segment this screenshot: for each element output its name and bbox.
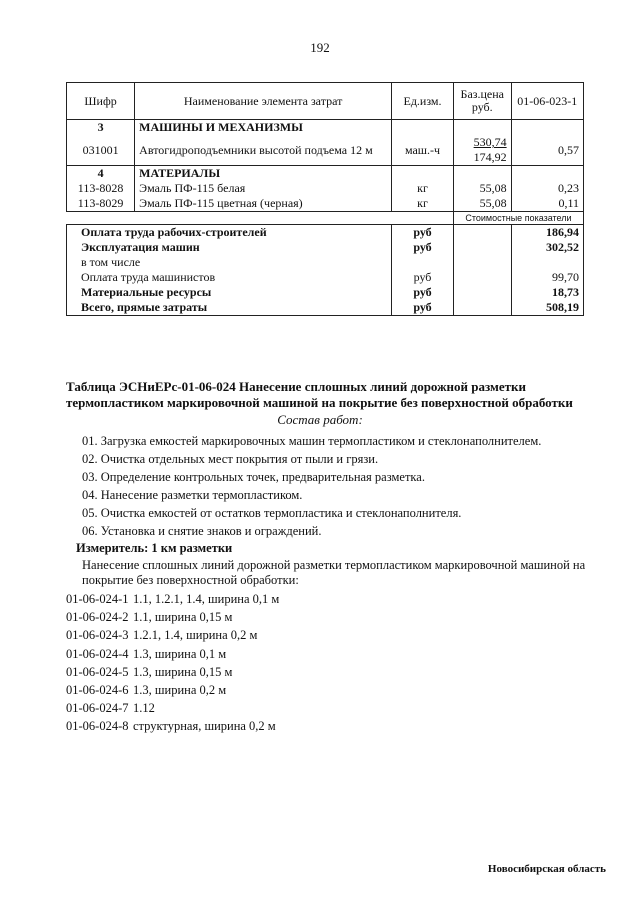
row-code: 113-8029: [67, 196, 135, 212]
variant-code: 01-06-024-7: [66, 701, 129, 716]
section-number: 4: [67, 166, 135, 182]
resource-table: [66, 82, 584, 316]
table-row: [67, 135, 584, 166]
summary-unit: руб: [392, 300, 454, 316]
variant-item: [66, 699, 279, 717]
variant-code: 01-06-024-4: [66, 646, 129, 661]
variants-list: [66, 590, 279, 736]
summary-label: Оплата труда машинистов: [67, 270, 392, 285]
summary-row: [67, 240, 584, 255]
row-price: 55,08: [453, 196, 511, 212]
list-item: 05. Очистка емкостей от остатков термопластика и стеклонаполнителя.: [82, 506, 462, 520]
table-title: Таблица ЭСНиЕРс-01-06-024 Нанесение сплошных линий дорожной разметки термопластиком маркировочной машиной на покрытие без поверхностной обработки: [66, 379, 573, 410]
section-row: [67, 166, 584, 182]
variant-item: [66, 626, 279, 644]
summary-label: Эксплуатация машин: [67, 240, 392, 255]
list-item: 03. Определение контрольных точек, предварительная разметка.: [82, 470, 425, 484]
table-row: [67, 196, 584, 212]
footer-region: Новосибирская область: [487, 863, 606, 875]
summary-unit: [392, 255, 454, 270]
summary-header-row: [67, 212, 584, 225]
summary-label: Всего, прямые затраты: [67, 300, 392, 316]
list-item: 02. Очистка отдельных мест покрытия от пыли и грязи.: [82, 452, 379, 466]
row-unit: кг: [392, 196, 454, 212]
variant-text: 1.1, 1.2.1, 1.4, ширина 0,1 м: [133, 592, 280, 606]
work-list: [82, 432, 541, 540]
variant-text: 1.1, ширина 0,15 м: [133, 610, 233, 625]
row-name: Эмаль ПФ-115 белая: [135, 181, 392, 196]
summary-row: [67, 285, 584, 300]
section-title: МАТЕРИАЛЫ: [135, 166, 392, 182]
variant-code: 01-06-024-1: [66, 592, 129, 606]
summary-row: [67, 270, 584, 285]
row-value: 0,57: [511, 135, 583, 166]
summary-value: 99,70: [511, 270, 583, 285]
variant-item: [66, 717, 279, 735]
header-price: Баз.цена руб.: [453, 83, 511, 120]
variant-text: структурная, ширина 0,2 м: [133, 719, 276, 734]
header-unit: Ед.изм.: [392, 83, 454, 120]
header-norm: 01-06-023-1: [511, 83, 583, 120]
summary-value: [511, 255, 583, 270]
summary-label: в том числе: [67, 255, 392, 270]
row-price-secondary: 174,92: [473, 150, 507, 164]
row-value: 0,23: [511, 181, 583, 196]
summary-row: [67, 255, 584, 270]
summary-row: [67, 225, 584, 241]
summary-label: Оплата труда рабочих-строителей: [67, 225, 392, 241]
summary-value: 508,19: [511, 300, 583, 316]
row-price: 55,08: [453, 181, 511, 196]
variant-item: [66, 645, 279, 663]
list-item: 01. Загрузка емкостей маркировочных машин термопластиком и стеклонаполнителем.: [82, 434, 542, 448]
header-name: Наименование элемента затрат: [135, 83, 392, 120]
variant-text: 1.3, ширина 0,2 м: [133, 682, 227, 697]
summary-unit: руб: [392, 225, 454, 241]
table-row: [67, 181, 584, 196]
variant-code: 01-06-024-2: [66, 610, 129, 625]
section-title: МАШИНЫ И МЕХАНИЗМЫ: [135, 120, 392, 136]
summary-label: Материальные ресурсы: [67, 285, 392, 300]
variant-code: 01-06-024-8: [66, 719, 129, 734]
row-price: [453, 135, 511, 166]
variant-item: [66, 608, 279, 626]
variant-item: [66, 590, 279, 608]
row-unit: маш.-ч: [392, 135, 454, 166]
measurer: Измеритель: 1 км разметки: [76, 541, 233, 555]
table-header-row: [67, 83, 584, 120]
description: Нанесение сплошных линий дорожной разметки термопластиком маркировочной машиной на покрытие без поверхностной обработки:: [82, 558, 586, 587]
variant-item: [66, 663, 279, 681]
summary-unit: руб: [392, 240, 454, 255]
variant-code: 01-06-024-6: [66, 682, 129, 697]
row-unit: кг: [392, 181, 454, 196]
row-code: 031001: [67, 135, 135, 166]
work-composition-title: Состав работ:: [277, 412, 363, 427]
list-item: 06. Установка и снятие знаков и ограждений.: [82, 524, 322, 538]
variant-code: 01-06-024-5: [66, 664, 129, 679]
row-value: 0,11: [511, 196, 583, 212]
summary-value: 302,52: [511, 240, 583, 255]
page-number: 192: [310, 40, 330, 55]
row-price-main: 530,74: [473, 135, 507, 149]
summary-value: 18,73: [511, 285, 583, 300]
section-row: [67, 120, 584, 136]
summary-value: 186,94: [511, 225, 583, 241]
summary-header: Стоимостные показатели: [453, 212, 583, 225]
summary-row: [67, 300, 584, 316]
variant-text: 1.3, ширина 0,15 м: [133, 664, 233, 679]
summary-unit: руб: [392, 270, 454, 285]
list-item: 04. Нанесение разметки термопластиком.: [82, 488, 303, 502]
row-name: Автогидроподъемники высотой подъема 12 м: [135, 135, 392, 166]
variant-code: 01-06-024-3: [66, 628, 129, 643]
variant-text: 1.3, ширина 0,1 м: [133, 646, 227, 661]
row-name: Эмаль ПФ-115 цветная (черная): [135, 196, 392, 212]
variant-text: 1.12: [133, 701, 155, 716]
row-code: 113-8028: [67, 181, 135, 196]
header-code: Шифр: [67, 83, 135, 120]
variant-item: [66, 681, 279, 699]
section-number: 3: [67, 120, 135, 136]
variant-text: 1.2.1, 1.4, ширина 0,2 м: [133, 628, 258, 643]
summary-unit: руб: [392, 285, 454, 300]
